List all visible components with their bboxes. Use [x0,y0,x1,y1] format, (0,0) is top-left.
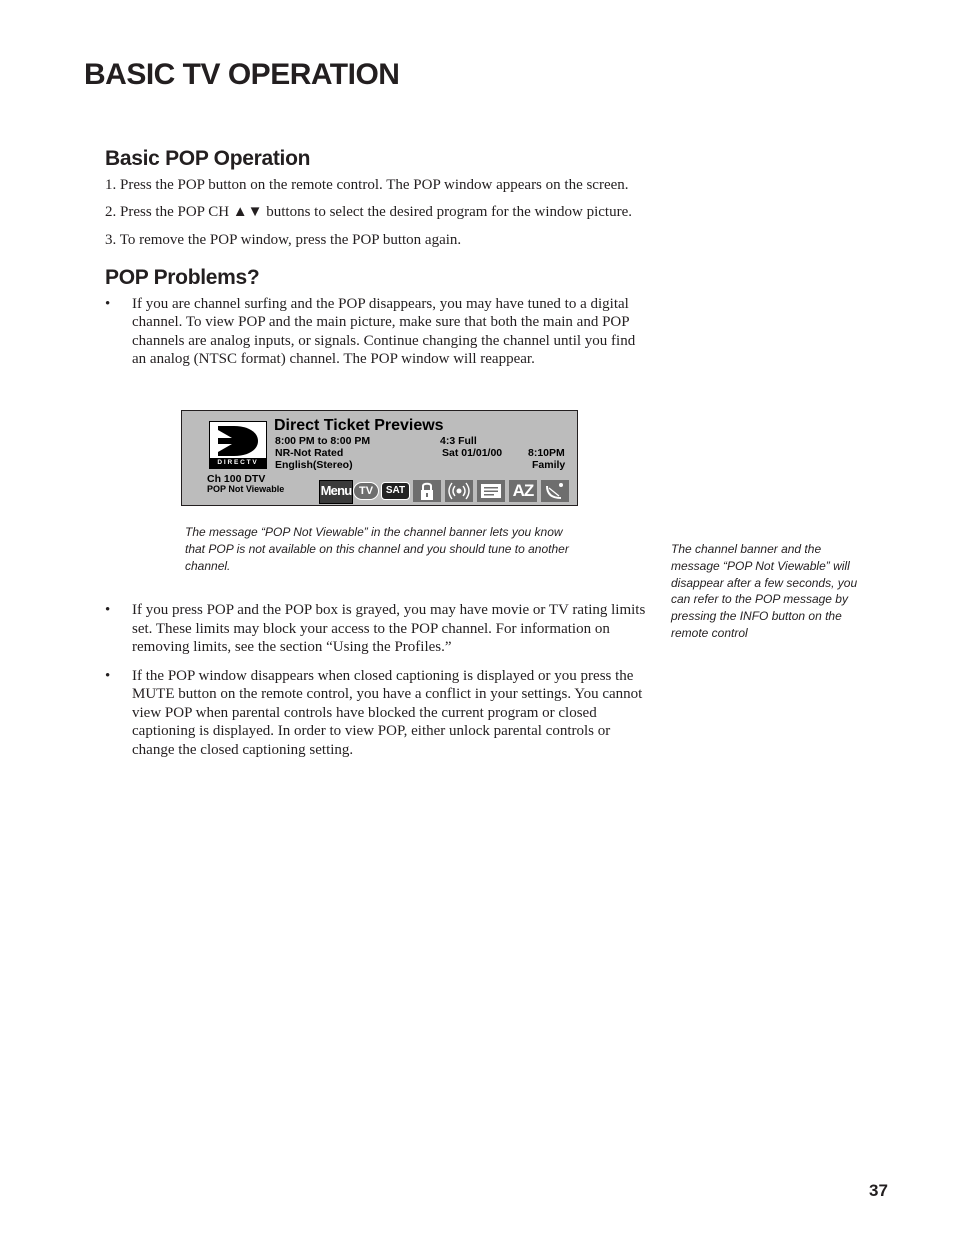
channel-banner [181,410,578,506]
menu-icon-label: Menu [320,483,352,498]
tv-icon [353,480,379,502]
satellite-dish-glyph-icon [541,480,569,502]
section-heading-basic-pop: Basic POP Operation [105,147,311,170]
az-icon [509,480,537,502]
channel-number: Ch 100 DTV [207,473,266,485]
lower-bullets [105,601,653,759]
main-column [105,147,653,369]
program-date: Sat 01/01/00 [442,447,503,459]
step-2: 2. Press the POP CH ▲▼ buttons to select the desired program for the window picture. [105,204,632,220]
banner-caption: The message “POP Not Viewable” in the channel banner lets you know that POP is not available on this channel and you should tune to another channel. [185,525,569,573]
chapter-title: BASIC TV OPERATION [84,58,400,91]
pop-status: POP Not Viewable [207,484,285,494]
bullet-text: If you are channel surfing and the POP disappears, you may have tuned to a digital channel. To view POP and the main picture, make sure that both the main and POP channels are analog inputs, or signals. Continue changing the channel until you find an analog (NTSC format) channel. The POP window will reappear. [132,295,636,367]
side-note: The channel banner and the message “POP Not Viewable” will disappear after a few seconds, you can refer to the POP message by pressing the INFO button on the remote control [671,542,858,640]
program-rating: NR-Not Rated [275,447,344,459]
bullet-dot: • [105,667,111,684]
program-time: 8:00 PM to 8:00 PM [275,435,371,447]
section-heading-pop-problems: POP Problems? [105,266,260,289]
az-icon-label: AZ [512,481,534,500]
audio-waves-icon [445,480,473,502]
program-category: Family [532,459,566,471]
program-title: Direct Ticket Previews [274,417,444,434]
directv-d-logo-icon [216,426,260,456]
tv-icon-label: TV [353,482,379,500]
directv-logo-text: DIRECTV [210,458,266,468]
sat-icon-label: SAT [381,482,410,500]
audio-icon [445,480,473,502]
bullet-dot: • [105,602,111,618]
step-3: 3. To remove the POP window, press the POP button again. [105,231,462,248]
clock-time: 8:10PM [528,447,565,459]
bullet-text: If the POP window disappears when closed captioning is displayed or you press the MUTE button on the remote control, you have a conflict in your settings. You cannot view POP when parental controls have blocked the current program or closed captioning is displayed. In order to view POP, either unlock parental controls or change the closed captioning setting. [132,667,643,758]
bullet-item [105,295,653,369]
audio-language: English(Stereo) [275,459,353,471]
satellite-dish-icon [541,480,569,502]
page-number: 37 [869,1181,888,1200]
info-icon [477,480,505,502]
menu-icon [319,480,353,504]
bullet-dot: • [105,295,111,312]
lock-icon [413,480,441,502]
step-1: 1. Press the POP button on the remote control. The POP window appears on the screen. [105,176,629,193]
lock-glyph-icon [413,480,441,502]
directv-logo [209,421,267,469]
bullet-text: If you press POP and the POP box is grayed, you may have movie or TV rating limits set. These limits may block your access to the POP channel. For information on removing limits, see the section “Using the Profiles.” [132,602,646,655]
info-page-icon [477,480,505,502]
aspect-format: 4:3 Full [440,435,477,447]
bullet-item [105,667,653,760]
bullet-item [105,601,653,657]
sat-icon [381,480,410,502]
